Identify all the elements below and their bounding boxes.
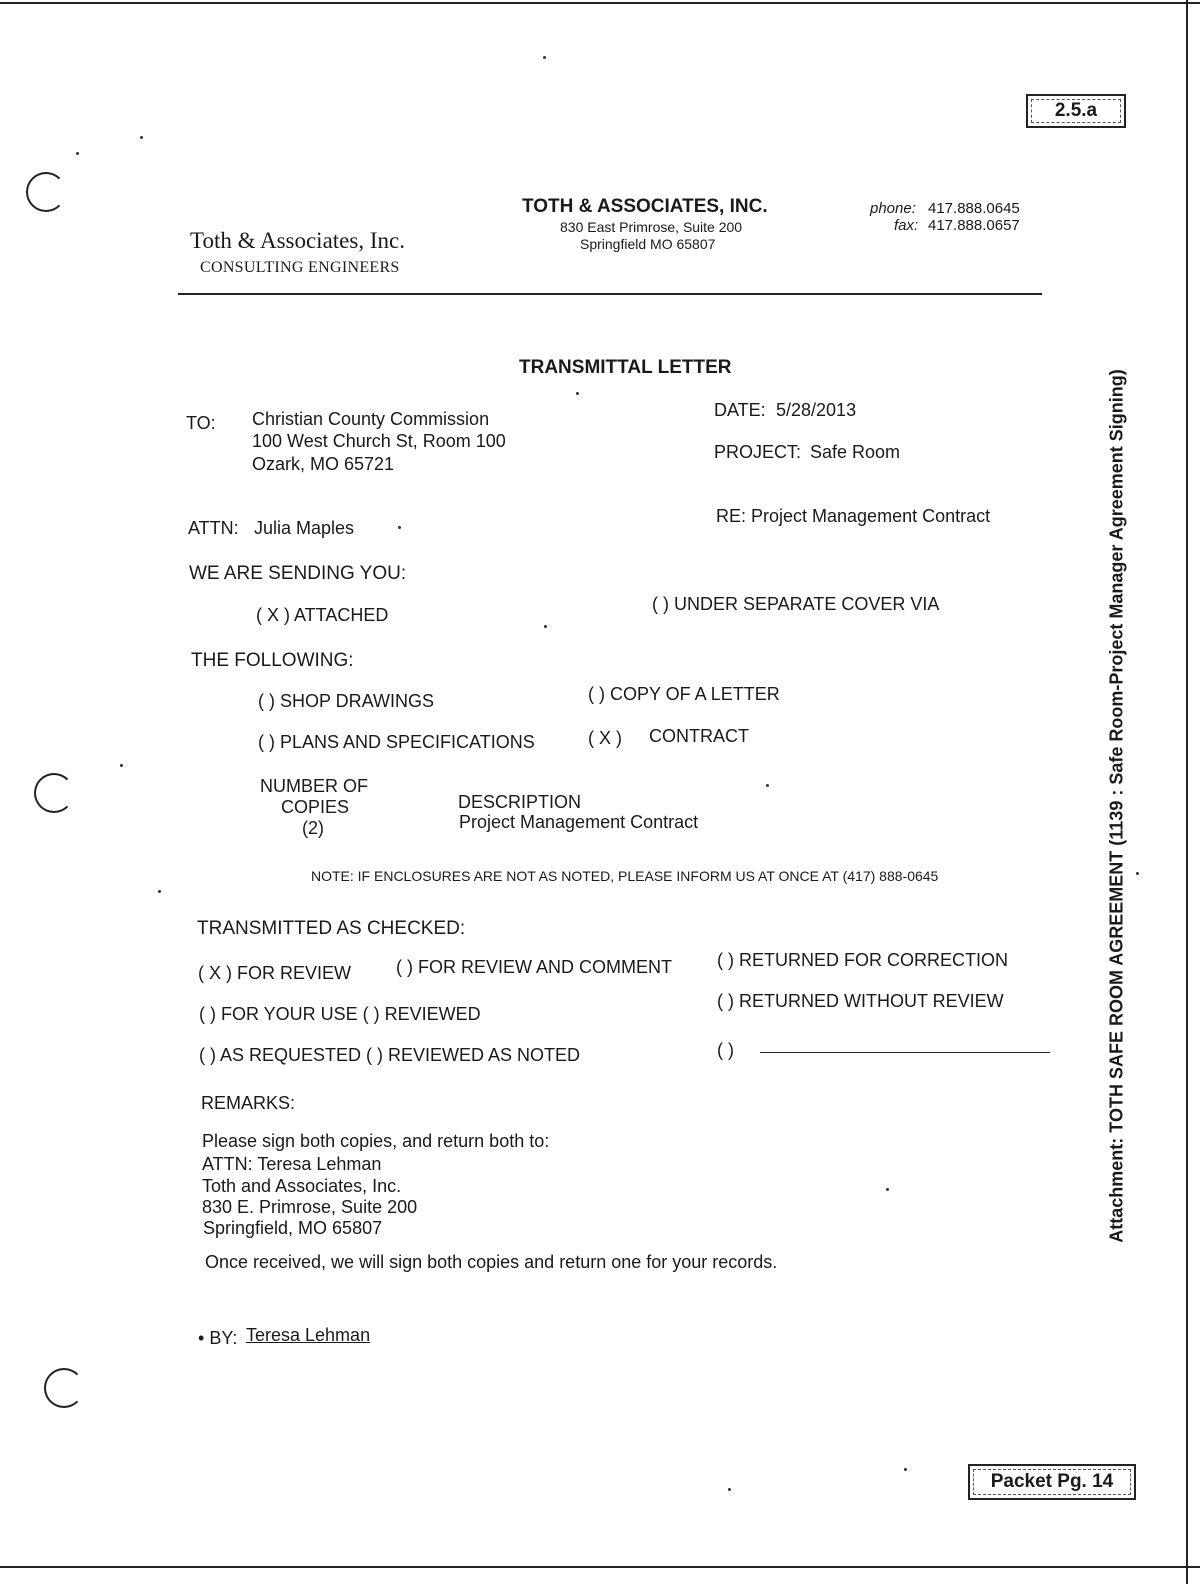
remarks-heading: REMARKS: <box>201 1093 296 1113</box>
fax-label: fax: <box>894 217 919 234</box>
re-label: RE: <box>716 506 747 526</box>
attn-label: ATTN: <box>188 518 239 538</box>
scan-speck <box>158 890 161 893</box>
to-label: TO: <box>186 413 216 433</box>
description-value: Project Management Contract <box>459 812 699 832</box>
for-review-option: ( X ) FOR REVIEW <box>198 963 351 983</box>
attachment-side-label: Attachment: TOTH SAFE ROOM AGREEMENT (1139 : Safe Room-Project Manager Agreement Signing) <box>1106 369 1127 1243</box>
letterhead-address-line2: Springfield MO 65807 <box>580 236 716 252</box>
header-divider <box>178 293 1042 295</box>
page-ref-label: 2.5.a <box>1054 100 1098 121</box>
copy-of-letter-option: ( ) COPY OF A LETTER <box>588 684 780 704</box>
enclosure-note: NOTE: IF ENCLOSURES ARE NOT AS NOTED, PLEASE INFORM US AT ONCE AT (417) 888-0645 <box>311 868 939 884</box>
other-option: ( ) <box>717 1040 734 1060</box>
copies-header-line1: NUMBER OF <box>260 776 368 796</box>
returned-without-review-option: ( ) RETURNED WITHOUT REVIEW <box>717 991 1004 1011</box>
remarks-closing: Once received, we will sign both copies and return one for your records. <box>205 1252 778 1272</box>
plans-specs-option: ( ) PLANS AND SPECIFICATIONS <box>258 732 535 752</box>
logo-company-name: Toth & Associates, Inc. <box>190 228 405 253</box>
page-bottom-edge <box>0 1566 1200 1568</box>
to-line3: Ozark, MO 65721 <box>252 454 395 474</box>
description-header: DESCRIPTION <box>458 792 582 812</box>
scan-speck <box>886 1188 889 1191</box>
letterhead-company: TOTH & ASSOCIATES, INC. <box>522 196 768 217</box>
date-label: DATE: <box>714 400 766 420</box>
scan-speck <box>728 1488 731 1491</box>
scan-speck <box>766 784 769 787</box>
punch-hole-icon <box>44 1368 84 1408</box>
stamp-border <box>1031 99 1121 123</box>
contract-checkbox: ( X ) <box>588 728 622 748</box>
sending-heading: WE ARE SENDING YOU: <box>189 563 407 584</box>
attn-value: Julia Maples <box>254 518 355 538</box>
to-line2: 100 West Church St, Room 100 <box>252 431 506 451</box>
letterhead-address-line1: 830 East Primrose, Suite 200 <box>560 219 743 235</box>
project-value: Safe Room <box>810 442 901 462</box>
as-requested-reviewed-noted-option: ( ) AS REQUESTED ( ) REVIEWED AS NOTED <box>199 1045 581 1065</box>
copies-count: (2) <box>302 818 324 838</box>
remarks-line2: ATTN: Teresa Lehman <box>202 1154 382 1174</box>
copies-header-line2: COPIES <box>281 797 350 817</box>
transmitted-heading: TRANSMITTED AS CHECKED: <box>197 918 466 939</box>
attached-option: ( X ) ATTACHED <box>256 605 389 625</box>
fax-number: 417.888.0657 <box>928 217 1020 234</box>
following-heading: THE FOLLOWING: <box>191 650 354 671</box>
phone-number: 417.888.0645 <box>928 200 1020 217</box>
scan-speck <box>120 764 123 767</box>
date-value: 5/28/2013 <box>776 400 857 420</box>
remarks-line3: Toth and Associates, Inc. <box>202 1176 402 1196</box>
scan-speck <box>398 526 401 529</box>
scan-speck <box>76 152 79 155</box>
returned-for-correction-option: ( ) RETURNED FOR CORRECTION <box>717 950 1008 970</box>
separate-cover-option: ( ) UNDER SEPARATE COVER VIA <box>652 594 940 614</box>
phone-label: phone: <box>870 200 916 217</box>
by-label: • BY: <box>198 1328 238 1348</box>
contract-option: CONTRACT <box>649 726 749 746</box>
remarks-line4: 830 E. Primrose, Suite 200 <box>202 1197 418 1217</box>
scan-speck <box>576 392 579 395</box>
scan-speck <box>904 1468 907 1471</box>
scan-speck <box>544 625 547 628</box>
packet-page-stamp <box>968 1464 1136 1500</box>
remarks-line5: Springfield, MO 65807 <box>203 1218 383 1238</box>
re-value: Project Management Contract <box>751 506 991 526</box>
to-line1: Christian County Commission <box>252 409 490 429</box>
page-top-edge <box>0 2 1200 4</box>
page-right-edge <box>1186 0 1188 1584</box>
shop-drawings-option: ( ) SHOP DRAWINGS <box>258 691 435 711</box>
punch-hole-icon <box>34 773 74 813</box>
scan-speck <box>140 136 143 139</box>
by-label-text: BY: <box>209 1328 238 1348</box>
other-blank-line <box>760 1052 1050 1053</box>
scan-speck <box>543 56 546 59</box>
page-ref-stamp <box>1026 94 1126 128</box>
for-review-comment-option: ( ) FOR REVIEW AND COMMENT <box>396 957 672 977</box>
by-name: Teresa Lehman <box>246 1325 371 1345</box>
project-label: PROJECT: <box>714 442 802 462</box>
for-your-use-reviewed-option: ( ) FOR YOUR USE ( ) REVIEWED <box>199 1004 481 1024</box>
stamp-border <box>973 1469 1131 1495</box>
packet-page-label: Packet Pg. 14 <box>990 1471 1114 1492</box>
remarks-line1: Please sign both copies, and return both to: <box>202 1131 550 1151</box>
document-title: TRANSMITTAL LETTER <box>519 357 732 378</box>
punch-hole-icon <box>26 172 66 212</box>
scan-speck <box>1136 872 1139 875</box>
logo-subtitle: CONSULTING ENGINEERS <box>200 259 400 276</box>
